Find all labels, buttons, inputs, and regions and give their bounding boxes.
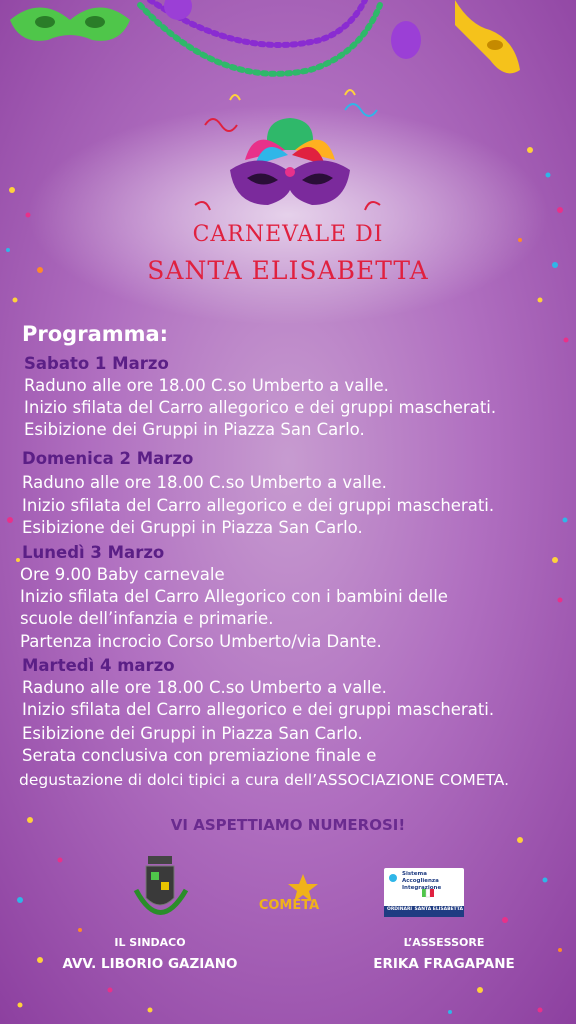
assessor-name: ERIKA FRAGAPANE xyxy=(373,956,515,972)
program-line: degustazione di dolci tipici a cura dell’ASSOCIAZIONE COMETA. xyxy=(19,771,510,789)
title-line1: CARNEVALE DI xyxy=(192,222,384,247)
title-line2: SANTA ELISABETTA xyxy=(147,256,429,285)
program-line: scuole dell’infanzia e primarie. xyxy=(20,609,274,628)
day-heading: Martedì 4 marzo xyxy=(22,656,175,675)
footer-message: VI ASPETTIAMO NUMEROSI! xyxy=(170,816,406,834)
program-line: Inizio sfilata del Carro allegorico e dei gruppi mascherati. xyxy=(24,398,497,417)
assessore-logo-text: Sistema Accoglienza Integrazione xyxy=(402,871,442,891)
day-heading: Domenica 2 Marzo xyxy=(22,449,194,468)
mayor-name: AVV. LIBORIO GAZIANO xyxy=(62,956,238,972)
program-line: Esibizione dei Gruppi in Piazza San Carlo. xyxy=(22,724,363,743)
program-line: Partenza incrocio Corso Umberto/via Dante. xyxy=(20,632,382,651)
program-line: Inizio sfilata del Carro allegorico e dei gruppi mascherati. xyxy=(22,496,495,515)
program-line: Serata conclusiva con premiazione finale e xyxy=(22,746,377,765)
program-line: Ore 9.00 Baby carnevale xyxy=(20,565,225,584)
program-line: Raduno alle ore 18.00 C.so Umberto a valle. xyxy=(22,678,387,697)
day-heading: Lunedì 3 Marzo xyxy=(22,543,165,562)
program-line: Raduno alle ore 18.00 C.so Umberto a valle. xyxy=(24,376,389,395)
program-line: Inizio sfilata del Carro Allegorico con i bambini delle xyxy=(20,587,448,606)
program-line: Raduno alle ore 18.00 C.so Umberto a valle. xyxy=(22,473,387,492)
mayor-role: IL SINDACO xyxy=(114,936,186,949)
assessor-role: L’ASSESSORE xyxy=(403,936,485,949)
ornament-ball xyxy=(391,21,421,59)
program-line: Inizio sfilata del Carro allegorico e dei gruppi mascherati. xyxy=(22,700,495,719)
day-heading: Sabato 1 Marzo xyxy=(24,354,169,373)
program-line: Esibizione dei Gruppi in Piazza San Carlo. xyxy=(22,518,363,537)
program-line: Esibizione dei Gruppi in Piazza San Carlo. xyxy=(24,420,365,439)
program-heading: Programma: xyxy=(22,322,169,346)
cometa-logo-text: COMETA xyxy=(258,898,320,913)
assessore-logo-footer: ORDINARI SANTA ELISABETTA xyxy=(387,907,463,912)
